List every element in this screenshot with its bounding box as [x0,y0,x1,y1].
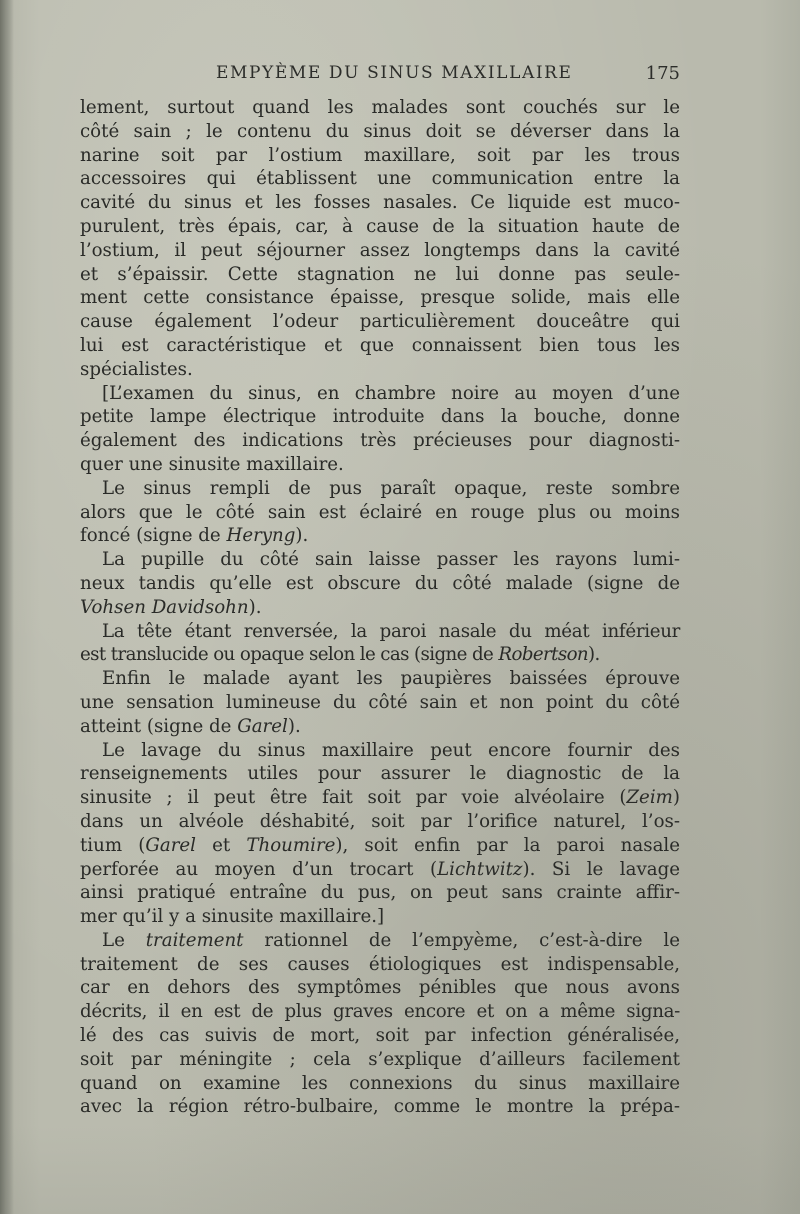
cited-author: Robertson [498,644,589,666]
text-line: La tête étant renversée, la paroi nasale du méat inférieur [102,620,680,642]
cited-author: Lichtwitz [437,858,523,880]
text-line: est translucide ou opaque selon le cas (signe de Robertson). [80,644,600,666]
running-head [80,60,680,90]
text-line: décrits, il en est de plus graves encore et on a même signa- [80,1001,680,1023]
text-line: l’ostium, il peut séjourner assez longtemps dans la cavité [80,239,680,261]
body-text [80,96,680,1119]
text-line: soit par méningite ; cela s’explique d’ailleurs facilement [80,1048,680,1070]
text-line: accessoires qui établissent une communication entre la [80,168,680,190]
cited-author: Thoumire [246,834,336,856]
page-number: 175 [645,63,680,84]
text-line: car en dehors des symptômes pénibles que nous avons [80,977,680,999]
cited-author: Zeim [626,787,673,809]
cited-author: Heryng [226,525,296,547]
text-line: tium (Garel et Thoumire), soit enfin par la paroi nasale [80,834,680,856]
text-line: mer qu’il y a sinusite maxillaire.] [80,906,385,928]
text-line: côté sain ; le contenu du sinus doit se déverser dans la [80,120,680,142]
text-line: purulent, très épais, car, à cause de la situation haute de [80,215,680,237]
cited-author: Vohsen Davidsohn [80,596,249,618]
text-line: et s’épaissir. Cette stagnation ne lui donne pas seule- [80,263,680,285]
text-line: avec la région rétro-bulbaire, comme le montre la prépa- [80,1096,680,1118]
text-line: renseignements utiles pour assurer le diagnostic de la [80,763,680,785]
text-line: dans un alvéole déshabité, soit par l’orifice naturel, l’os- [80,810,680,832]
text-line: lui est caractéristique et que connaissent bien tous les [80,334,680,356]
text-line: traitement de ses causes étiologiques est indispensable, [80,953,680,975]
text-line: également des indications très précieuses pour diagnosti- [80,430,680,452]
text-line: une sensation lumineuse du côté sain et non point du côté [80,691,680,713]
text-line: Le sinus rempli de pus paraît opaque, reste sombre [102,477,680,499]
text-line: cause également l’odeur particulièrement douceâtre qui [80,311,680,333]
text-line: lement, surtout quand les malades sont couchés sur le [80,97,680,118]
text-line: Le traitement rationnel de l’empyème, c’est-à-dire le [102,929,680,951]
text-line: spécialistes. [80,358,193,380]
running-head-title: EMPYÈME DU SINUS MAXILLAIRE [216,63,573,83]
text-line: narine soit par l’ostium maxillare, soit par les trous [80,144,680,166]
emphasized-term: traitement [145,929,244,951]
text-line: cavité du sinus et les fosses nasales. Ce liquide est muco- [80,192,680,214]
cited-author: Garel [145,834,196,856]
text-line: La pupille du côté sain laisse passer les rayons lumi- [102,549,680,571]
page-shadow [0,1124,800,1214]
text-line: perforée au moyen d’un trocart (Lichtwitz). Si le lavage [80,858,680,880]
text-line: petite lampe électrique introduite dans la bouche, donne [80,406,680,428]
text-line: quand on examine les connexions du sinus maxillaire [80,1072,680,1094]
cited-author: Garel [237,715,288,737]
text-line: Le lavage du sinus maxillaire peut encore fournir des [102,739,680,761]
text-line: [L’examen du sinus, en chambre noire au moyen d’une [102,382,680,404]
text-line: atteint (signe de Garel). [80,715,301,737]
text-line: quer une sinusite maxillaire. [80,453,344,475]
text-line: sinusite ; il peut être fait soit par voie alvéolaire (Zeim) [80,787,680,809]
text-line: alors que le côté sain est éclairé en rouge plus ou moins [80,501,680,523]
text-line: lé des cas suivis de mort, soit par infection généralisée, [80,1025,680,1047]
text-line: ainsi pratiqué entraîne du pus, on peut sans crainte affir- [80,882,680,904]
text-line: neux tandis qu’elle est obscure du côté malade (signe de [80,572,680,594]
text-line: foncé (signe de Heryng). [80,525,309,547]
text-line: Vohsen Davidsohn). [80,596,262,618]
text-line: ment cette consistance épaisse, presque solide, mais elle [80,287,680,309]
text-line: Enfin le malade ayant les paupières baissées éprouve [102,668,680,690]
